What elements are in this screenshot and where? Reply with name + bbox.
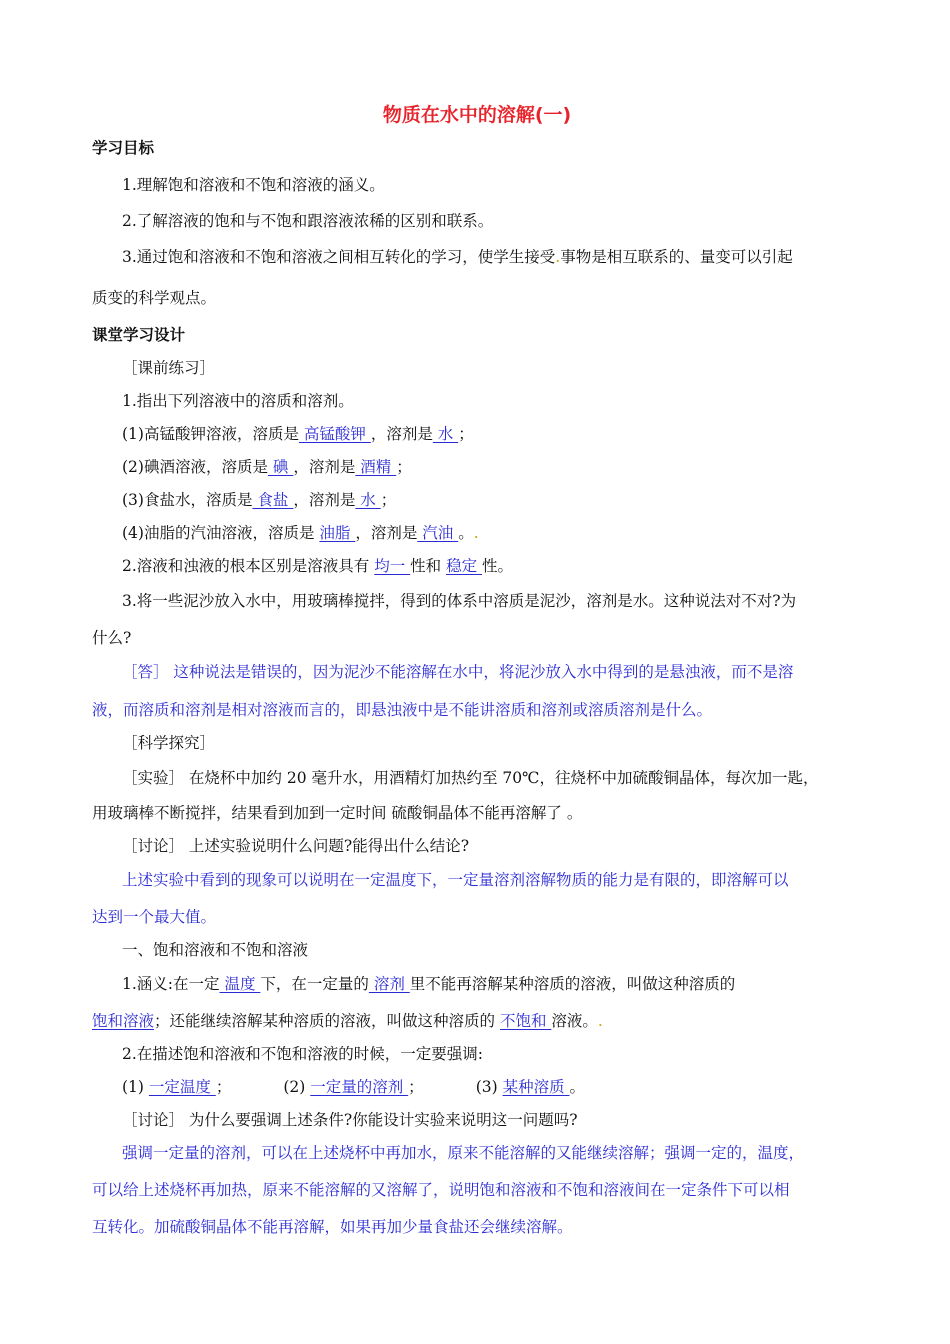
design-heading: 课堂学习设计 bbox=[92, 326, 186, 344]
answer-blank: 不饱和 bbox=[499, 1012, 552, 1030]
answer-text: ［答］ 这种说法是错误的，因为泥沙不能溶解在水中，将泥沙放入水中得到的是悬浊液，而不是溶 bbox=[122, 663, 794, 681]
section-1-heading: 一、饱和溶液和不饱和溶液 bbox=[122, 941, 309, 959]
answer-blank: 一定温度 bbox=[148, 1078, 216, 1096]
question-1-4: (4)油脂的汽油溶液，溶质是 油脂 ，溶剂是 汽油 。. bbox=[122, 524, 479, 542]
goal-item-3-cont: 质变的科学观点。 bbox=[92, 289, 217, 307]
page-title: 物质在水中的溶解(一) bbox=[382, 104, 572, 126]
answer-blank: 温度 bbox=[219, 975, 261, 993]
answer-2-text-end: 互转化。加硫酸铜晶体不能再溶解，如果再加少量食盐还会继续溶解。 bbox=[92, 1218, 573, 1236]
answer-blank: 酒精 bbox=[355, 458, 397, 476]
marker-dot: . bbox=[555, 248, 561, 266]
answer-blank: 均一 bbox=[374, 557, 411, 575]
answer-blank: 一定量的溶剂 bbox=[310, 1078, 409, 1096]
discussion-1: ［讨论］ 上述实验说明什么问题?能得出什么结论? bbox=[122, 837, 470, 855]
question-3-cont: 什么? bbox=[92, 629, 132, 647]
answer-blank: 油脂 bbox=[319, 524, 356, 542]
question-1-3: (3)食盐水，溶质是 食盐 ，溶剂是 水 ； bbox=[122, 491, 397, 509]
answer-blank: 高锰酸钾 bbox=[298, 425, 371, 443]
answer-2-text: 强调一定量的溶剂，可以在上述烧杯中再加水，原来不能溶解的又能继续溶解；强调一定的，温度， bbox=[122, 1144, 805, 1162]
answer-blank: 水 bbox=[355, 491, 381, 509]
experiment-text: ［实验］ 在烧杯中加约 20 毫升水，用酒精灯加热约至 70℃，往烧杯中加硫酸铜晶体，每次加一匙， bbox=[122, 769, 819, 787]
stress-text: 2.在描述饱和溶液和不饱和溶液的时候，一定要强调: bbox=[122, 1045, 484, 1063]
answer-2-text-cont: 可以给上述烧杯再加热，原来不能溶解的又溶解了，说明饱和溶液和不饱和溶液间在一定条件下可以相 bbox=[92, 1181, 790, 1199]
marker-dot: . bbox=[597, 1012, 603, 1030]
answer-blank: 某种溶质 bbox=[502, 1078, 570, 1096]
answer-blank: 碘 bbox=[267, 458, 294, 476]
answer-blank: 水 bbox=[432, 425, 459, 443]
goal-item-2: 2.了解溶液的饱和与不饱和跟溶液浓稀的区别和联系。 bbox=[122, 212, 494, 230]
answer-text-cont: 液，而溶质和溶剂是相对溶液而言的，即悬浊液中是不能讲溶质和溶剂或溶质溶剂是什么。 bbox=[92, 701, 713, 719]
goal-item-1: 1.理解饱和溶液和不饱和溶液的涵义。 bbox=[122, 176, 385, 194]
pre-practice-label: ［课前练习］ bbox=[122, 359, 216, 377]
answer-blank: 溶剂 bbox=[368, 975, 410, 993]
question-1-2: (2)碘酒溶液，溶质是 碘 ，溶剂是 酒精 ； bbox=[122, 458, 412, 476]
conclusion-text: 上述实验中看到的现象可以说明在一定温度下，一定量溶剂溶解物质的能力是有限的，即溶解可以 bbox=[122, 871, 789, 889]
marker-dot: . bbox=[473, 524, 479, 542]
stress-items: (1) 一定温度 ； (2) 一定量的溶剂 ； (3) 某种溶质 。 bbox=[122, 1078, 586, 1096]
answer-blank: 饱和溶液 bbox=[92, 1012, 155, 1030]
goal-item-3: 3.通过饱和溶液和不饱和溶液之间相互转化的学习，使学生接受.事物是相互联系的、量变可以引起 bbox=[122, 248, 793, 266]
goals-heading: 学习目标 bbox=[92, 139, 155, 157]
question-3: 3.将一些泥沙放入水中，用玻璃棒搅拌，得到的体系中溶质是泥沙，溶剂是水。这种说法对不对?为 bbox=[122, 592, 797, 610]
explore-label: ［科学探究］ bbox=[122, 734, 216, 752]
answer-blank: 稳定 bbox=[446, 557, 483, 575]
question-2: 2.溶液和浊液的根本区别是溶液具有 均一 性和 稳定 性。 bbox=[122, 557, 514, 575]
question-1-1: (1)高锰酸钾溶液，溶质是 高锰酸钾 ，溶剂是 水 ； bbox=[122, 425, 474, 443]
discussion-2: ［讨论］ 为什么要强调上述条件?你能设计实验来说明这一问题吗? bbox=[122, 1111, 578, 1129]
definition-text: 1.涵义:在一定 温度 下，在一定量的 溶剂 里不能再溶解某种溶质的溶液，叫做这种溶质的 bbox=[122, 975, 736, 993]
answer-blank: 食盐 bbox=[252, 491, 294, 509]
answer-blank: 汽油 bbox=[417, 524, 459, 542]
experiment-text-cont: 用玻璃棒不断搅拌，结果看到加到一定时间 硫酸铜晶体不能再溶解了 。 bbox=[92, 804, 583, 822]
definition-text-cont: 饱和溶液；还能继续溶解某种溶质的溶液，叫做这种溶质的 不饱和 溶液。. bbox=[92, 1012, 603, 1030]
conclusion-text-cont: 达到一个最大值。 bbox=[92, 908, 217, 926]
question-1: 1.指出下列溶液中的溶质和溶剂。 bbox=[122, 392, 354, 410]
